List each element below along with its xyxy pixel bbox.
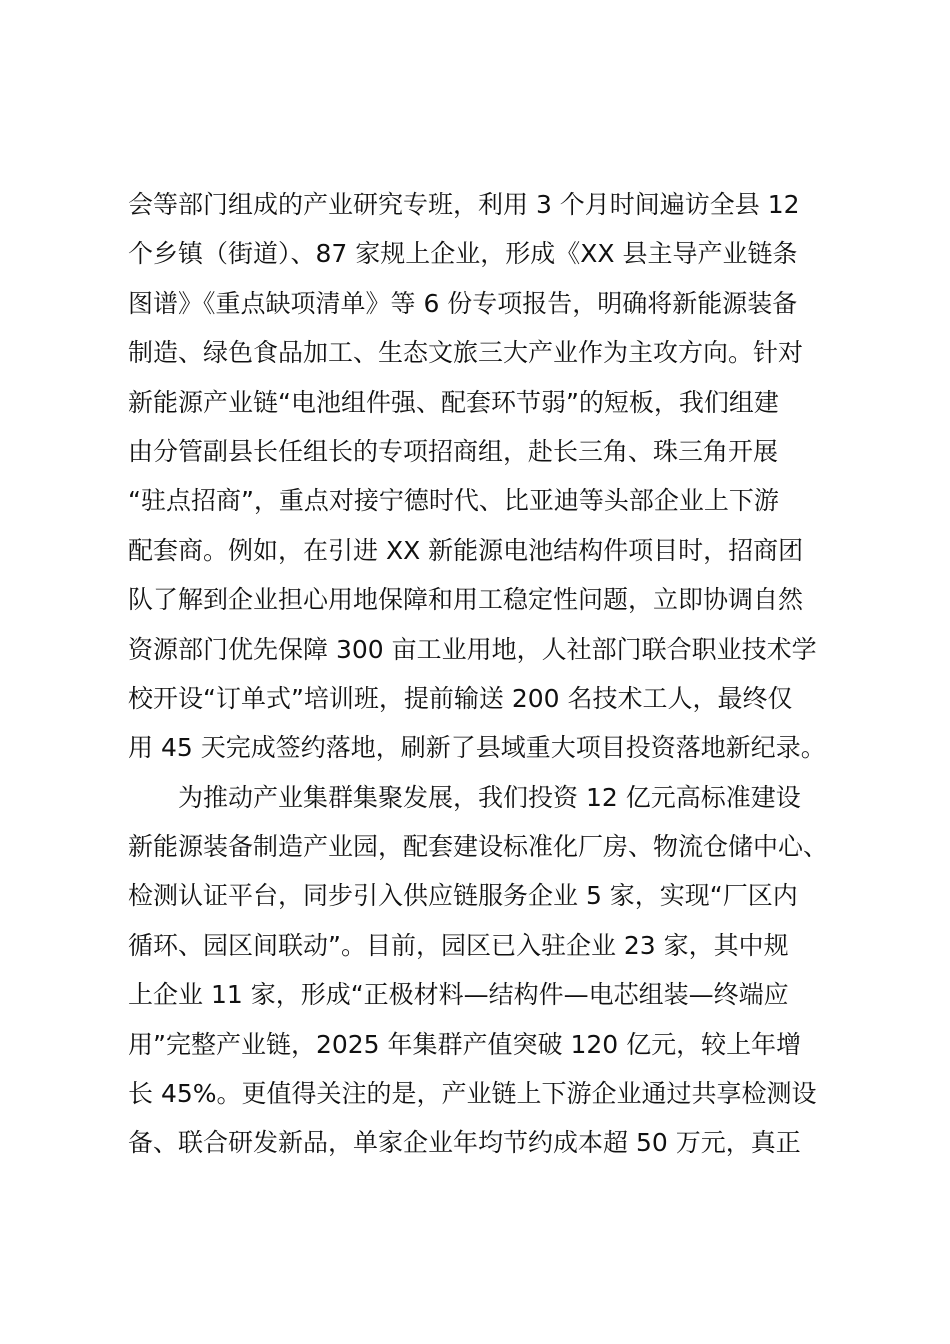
text-line: 用 45 天完成签约落地，刷新了县域重大项目投资落地新纪录。 [128,733,826,763]
text-line: 上企业 11 家，形成“正极材料—结构件—电芯组装—终端应 [128,980,789,1010]
body-text [128,180,848,1168]
paragraph-2 [128,773,848,1168]
paragraph-1 [128,180,848,773]
text-line: 个乡镇（街道）、87 家规上企业，形成《XX 县主导产业链条 [128,239,798,269]
text-line: 检测认证平台，同步引入供应链服务企业 5 家，实现“厂区内 [128,881,798,911]
text-line: 新能源产业链“电池组件强、配套环节弱”的短板，我们组建 [128,387,779,417]
text-line: “驻点招商”，重点对接宁德时代、比亚迪等头部企业上下游 [128,486,779,516]
text-line: 由分管副县长任组长的专项招商组，赴长三角、珠三角开展 [128,436,779,466]
text-line: 循环、园区间联动”。目前，园区已入驻企业 23 家，其中规 [128,930,789,960]
text-line: 图谱》《重点缺项清单》等 6 份专项报告，明确将新能源装备 [128,288,798,318]
text-line: 为推动产业集群集聚发展，我们投资 12 亿元高标准建设 [178,782,801,812]
text-line: 备、联合研发新品，单家企业年均节约成本超 50 万元，真正 [128,1128,801,1158]
text-line: 用”完整产业链，2025 年集群产值突破 120 亿元，较上年增 [128,1029,802,1059]
text-line: 配套商。例如，在引进 XX 新能源电池结构件项目时，招商团 [128,535,804,565]
text-line: 制造、绿色食品加工、生态文旅三大产业作为主攻方向。针对 [128,338,804,368]
text-line: 长 45%。更值得关注的是，产业链上下游企业通过共享检测设 [128,1079,817,1109]
text-line: 校开设“订单式”培训班，提前输送 200 名技术工人，最终仅 [128,683,793,713]
text-line: 会等部门组成的产业研究专班，利用 3 个月时间遍访全县 12 [128,190,800,219]
text-line: 资源部门优先保障 300 亩工业用地，人社部门联合职业技术学 [128,634,817,664]
text-line: 新能源装备制造产业园，配套建设标准化厂房、物流仓储中心、 [128,832,829,862]
text-line: 队了解到企业担心用地保障和用工稳定性问题，立即协调自然 [128,585,804,615]
